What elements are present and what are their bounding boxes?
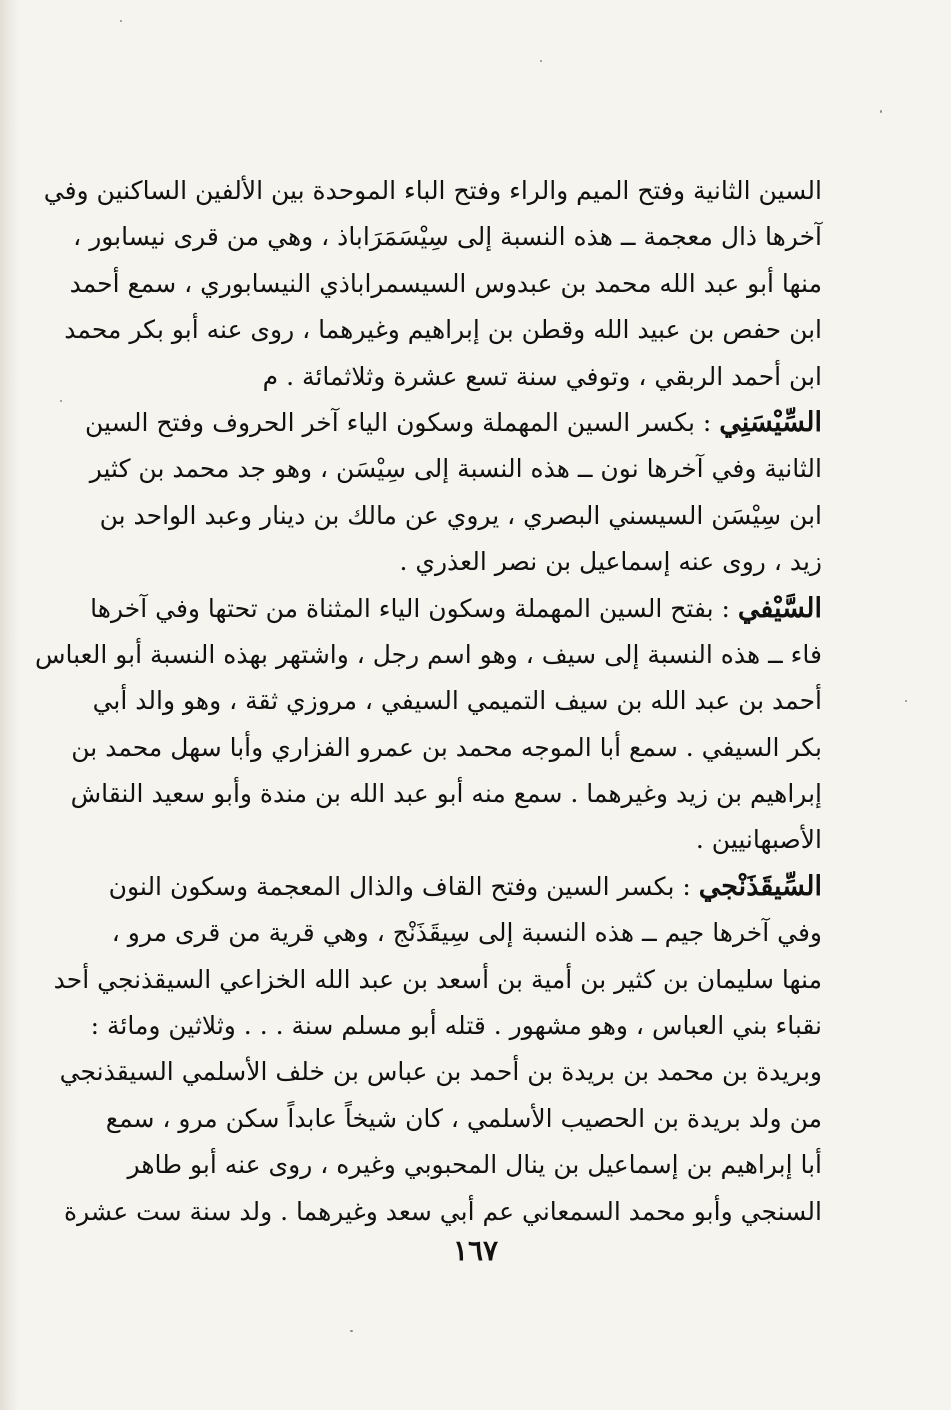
line-text: السنجي وأبو محمد السمعاني عم أبي سعد وغيرهما . ولد سنة ست عشرة [64,1196,822,1226]
text-line [53,957,822,1003]
line-text: ابن أحمد الربقي ، وتوفي سنة تسع عشرة وثلاثمائة . م [262,361,822,391]
text-line [89,446,822,492]
paper-speck [350,1330,353,1332]
paper-speck [880,110,882,113]
text-line [43,168,822,214]
line-text: إبراهيم بن زيد وغيرهما . سمع منه أبو عبد الله بن مندة وأبو سعيد النقاش [70,779,822,809]
text-line [105,1096,822,1142]
line-text: آخرها ذال معجمة ــ هذه النسبة إلى سِيْسَمَرَاباذ ، وهي من قرى نيسابور ، [73,222,822,252]
line-text: : بكسر السين وفتح القاف والذال المعجمة وسكون النون [108,871,699,901]
entry-heading-line [108,864,822,910]
text-line [70,771,822,817]
line-text: فاء ــ هذه النسبة إلى سيف ، وهو اسم رجل ، واشتهر بهذه النسبة أبو العباس [34,639,822,669]
text-line [127,1142,822,1188]
line-text: زيد ، روى عنه إسماعيل بن نصر العذري . [399,547,822,577]
line-text: أبا إبراهيم بن إسماعيل بن ينال المحبوبي وغيره ، روى عنه أبو طاهر [127,1150,822,1180]
page-number: ١٦٧ [452,1234,499,1267]
text-line [99,493,822,539]
page-edge-shadow [0,0,18,1410]
line-text: ابن سِيْسَن السيسني البصري ، يروي عن مالك بن دينار وعبد الواحد بن [99,500,822,530]
entry-heading-line [90,586,822,632]
line-text: منها أبو عبد الله محمد بن عبدوس السيسمراباذي النيسابوري ، سمع أحمد [69,268,822,298]
text-line [64,1189,822,1235]
line-text: أحمد بن عبد الله بن سيف التميمي السيفي ، مروزي ثقة ، وهو والد أبي [92,686,822,716]
line-text: : بفتح السين المهملة وسكون الياء المثناة من تحتها وفي آخرها [90,593,738,623]
text-line [69,261,822,307]
line-text: نقباء بني العباس ، وهو مشهور . قتله أبو مسلم سنة . . . وثلاثين ومائة : [90,1011,822,1041]
paper-speck [120,20,122,22]
entry-title: السِّيقَذَنْجي [698,870,822,902]
paper-speck [905,700,907,702]
text-line [73,214,822,260]
text-line [150,817,822,863]
text-line [150,539,822,585]
text-line [64,307,822,353]
paper-speck [540,60,542,62]
line-text: السين الثانية وفتح الميم والراء وفتح الباء الموحدة بين الألفين الساكنين وفي [43,176,822,205]
text-line [150,354,822,400]
text-line [71,725,822,771]
text-line [34,632,822,678]
line-text: من ولد بريدة بن الحصيب الأسلمي ، كان شيخاً عابداً سكن مرو ، سمع [105,1103,822,1133]
entry-heading-line [85,400,822,446]
line-text: الثانية وفي آخرها نون ــ هذه النسبة إلى سِيْسَن ، وهو جد محمد بن كثير [89,454,822,484]
text-line [111,910,822,956]
line-text: بكر السيفي . سمع أبا الموجه محمد بن عمرو الفزاري وأبا سهل محمد بن [71,732,822,762]
line-text: : بكسر السين المهملة وسكون الياء آخر الحروف وفتح السين [85,407,720,437]
line-text: منها سليمان بن كثير بن أمية بن أسعد بن عبد الله الخزاعي السيقذنجي أحد [53,964,822,994]
entry-title: السِّيْسَنِي [719,406,822,438]
body-text [34,168,822,1235]
paper-speck [60,400,62,402]
line-text: وفي آخرها جيم ــ هذه النسبة إلى سِيقَذَنْج ، وهي قرية من قرى مرو ، [111,918,822,948]
text-line [90,1003,822,1049]
line-text: ابن حفص بن عبيد الله وقطن بن إبراهيم وغيرهما ، روى عنه أبو بكر محمد [64,315,822,345]
line-text: الأصبهانيين . [695,825,822,855]
text-line [92,678,822,724]
entry-title: السَّيْفي [737,592,822,624]
text-line [59,1049,822,1095]
line-text: وبريدة بن محمد بن بريدة بن أحمد بن عباس بن خلف الأسلمي السيقذنجي [59,1057,822,1087]
